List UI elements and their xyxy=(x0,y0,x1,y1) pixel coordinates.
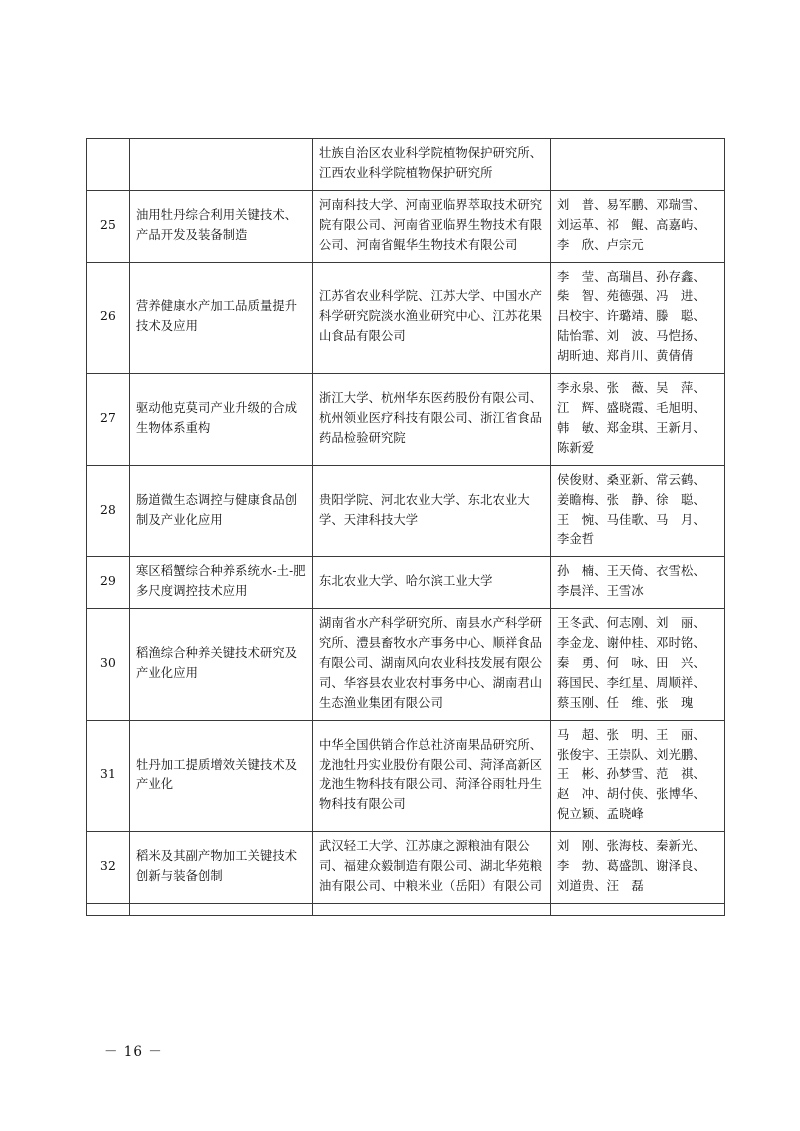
table-row xyxy=(87,832,725,904)
cell-organizations: 河南科技大学、河南亚临界萃取技术研究院有限公司、河南省亚临界生物技术有限公司、河南省鲲华生物技术有限公司 xyxy=(313,190,551,262)
table-row xyxy=(87,190,725,262)
table-row xyxy=(87,903,725,915)
cell-contributors: 刘 刚、张海枝、秦新光、李 勃、葛盛凯、谢泽良、刘道贵、汪 磊 xyxy=(551,832,725,904)
cell-serial-number: 29 xyxy=(87,557,130,609)
table-row xyxy=(87,262,725,374)
cell-project-name: 寒区稻蟹综合种养系统水-土-肥多尺度调控技术应用 xyxy=(130,557,313,609)
cell-contributors: 李 莹、高瑞昌、孙存鑫、柴 智、苑德强、冯 进、吕校宇、许璐靖、滕 聪、陆怡霏、刘 波、马恺扬、胡昕迪、郑肖川、黄倩倩 xyxy=(551,262,725,374)
cell-project-name xyxy=(130,903,313,915)
cell-organizations: 东北农业大学、哈尔滨工业大学 xyxy=(313,557,551,609)
cell-serial-number: 26 xyxy=(87,262,130,374)
cell-contributors: 李永泉、张 薇、吴 萍、江 辉、盛晓霞、毛旭明、韩 敏、郑金琪、王新月、陈新爱 xyxy=(551,374,725,466)
table-row xyxy=(87,139,725,191)
cell-serial-number: 25 xyxy=(87,190,130,262)
cell-contributors: 马 超、张 明、王 丽、张俊宇、王崇队、刘光鹏、王 彬、孙梦雪、范 祺、赵 冲、胡付侠、张博华、倪立颖、孟晓峰 xyxy=(551,720,725,832)
cell-organizations: 贵阳学院、河北农业大学、东北农业大学、天津科技大学 xyxy=(313,465,551,557)
cell-project-name: 驱动他克莫司产业升级的合成生物体系重构 xyxy=(130,374,313,466)
cell-contributors xyxy=(551,139,725,191)
cell-contributors: 孙 楠、王天倚、衣雪松、李晨洋、王雪冰 xyxy=(551,557,725,609)
cell-organizations: 湖南省水产科学研究所、南县水产科学研究所、澧县畜牧水产事务中心、顺祥食品有限公司、湖南风向农业科技发展有限公司、华容县农业农村事务中心、湖南君山生态渔业集团有限公司 xyxy=(313,609,551,721)
table-row xyxy=(87,720,725,832)
cell-organizations: 壮族自治区农业科学院植物保护研究所、江西农业科学院植物保护研究所 xyxy=(313,139,551,191)
cell-contributors: 侯俊财、桑亚新、常云鹤、姜瞻梅、张 静、徐 聪、王 惋、马佳歌、马 月、李金哲 xyxy=(551,465,725,557)
award-table-body xyxy=(87,139,725,916)
table-row xyxy=(87,465,725,557)
table-row xyxy=(87,557,725,609)
cell-organizations xyxy=(313,903,551,915)
table-row xyxy=(87,374,725,466)
page-number: － 16 － xyxy=(104,1044,163,1060)
award-table xyxy=(86,138,725,916)
cell-serial-number: 32 xyxy=(87,832,130,904)
cell-project-name xyxy=(130,139,313,191)
table-row xyxy=(87,609,725,721)
cell-project-name: 营养健康水产加工品质量提升技术及应用 xyxy=(130,262,313,374)
cell-organizations: 浙江大学、杭州华东医药股份有限公司、杭州领业医疗科技有限公司、浙江省食品药品检验研究院 xyxy=(313,374,551,466)
cell-contributors xyxy=(551,903,725,915)
cell-serial-number: 28 xyxy=(87,465,130,557)
cell-project-name: 油用牡丹综合利用关键技术、产品开发及装备制造 xyxy=(130,190,313,262)
cell-organizations: 江苏省农业科学院、江苏大学、中国水产科学研究院淡水渔业研究中心、江苏花果山食品有限公司 xyxy=(313,262,551,374)
cell-serial-number: 27 xyxy=(87,374,130,466)
cell-organizations: 中华全国供销合作总社济南果品研究所、龙池牡丹实业股份有限公司、菏泽高新区龙池生物科技有限公司、菏泽谷雨牡丹生物科技有限公司 xyxy=(313,720,551,832)
cell-project-name: 肠道微生态调控与健康食品创制及产业化应用 xyxy=(130,465,313,557)
cell-serial-number: 30 xyxy=(87,609,130,721)
cell-organizations: 武汉轻工大学、江苏康之源粮油有限公司、福建众毅制造有限公司、湖北华苑粮油有限公司、中粮米业（岳阳）有限公司 xyxy=(313,832,551,904)
award-table-container xyxy=(86,138,724,916)
cell-contributors: 刘 普、易军鹏、邓瑞雪、刘运革、祁 鲲、高嘉屿、李 欣、卢宗元 xyxy=(551,190,725,262)
cell-serial-number: 31 xyxy=(87,720,130,832)
cell-serial-number xyxy=(87,139,130,191)
cell-project-name: 稻渔综合种养关键技术研究及产业化应用 xyxy=(130,609,313,721)
cell-contributors: 王冬武、何志刚、刘 丽、李金龙、谢仲桂、邓时铭、秦 勇、何 咏、田 兴、蒋国民、李红星、周顺祥、蔡玉刚、任 维、张 瑰 xyxy=(551,609,725,721)
cell-project-name: 牡丹加工提质增效关键技术及产业化 xyxy=(130,720,313,832)
cell-project-name: 稻米及其副产物加工关键技术创新与装备创制 xyxy=(130,832,313,904)
cell-serial-number xyxy=(87,903,130,915)
